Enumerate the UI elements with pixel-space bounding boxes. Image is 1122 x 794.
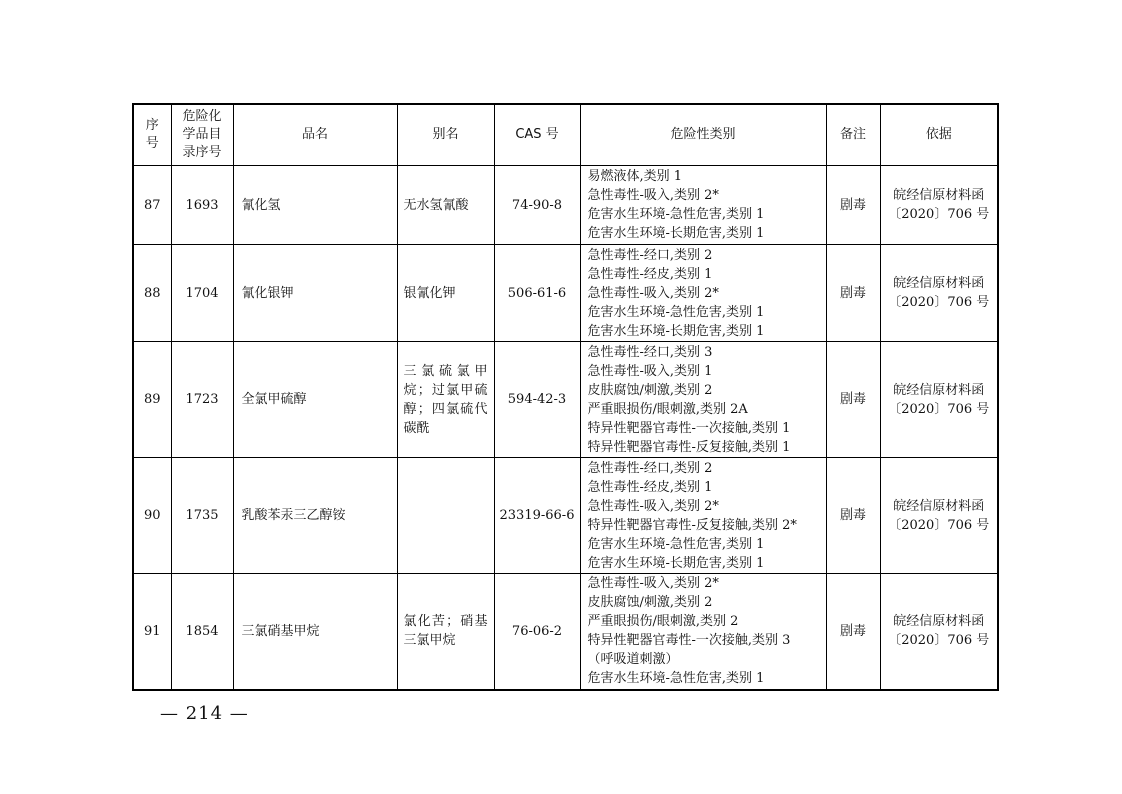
hazard-line: 严重眼损伤/眼刺激,类别 2A <box>587 401 748 417</box>
basis-line: 皖经信原材料函 <box>893 188 985 203</box>
cell-remark: 剧毒 <box>826 166 880 245</box>
cell-cas: 506-61-6 <box>494 245 580 342</box>
cell-alias: 三氯硫氯甲烷；过氯甲硫醇；四氯硫代碳酰 <box>397 342 494 458</box>
hazard-line: 危害水生环境-急性危害,类别 1 <box>587 304 765 320</box>
hazard-line: 危害水生环境-急性危害,类别 1 <box>587 536 765 552</box>
header-text: 危险化 <box>182 109 222 124</box>
header-text: 序 <box>145 118 159 133</box>
cell-hazard <box>580 574 826 690</box>
cell-cas: 23319-66-6 <box>494 458 580 574</box>
cell-hazard <box>580 342 826 458</box>
hazard-line: 急性毒性-经口,类别 2 <box>587 460 713 476</box>
hazard-line: 急性毒性-经皮,类别 1 <box>587 266 713 282</box>
cell-name: 氰化银钾 <box>233 245 397 342</box>
header-text: 备注 <box>839 127 866 142</box>
hazard-line: （呼吸道刺激） <box>587 652 679 668</box>
hazard-line: 特异性靶器官毒性-一次接触,类别 3 <box>587 633 791 649</box>
hazard-line: 急性毒性-经口,类别 2 <box>587 247 713 263</box>
page-number: — 214 — <box>160 703 249 724</box>
cell-remark: 剧毒 <box>826 458 880 574</box>
header-text: 依据 <box>925 127 952 142</box>
header-basis <box>880 104 998 166</box>
basis-line: 皖经信原材料函 <box>893 276 985 291</box>
cell-name: 三氯硝基甲烷 <box>233 574 397 690</box>
hazard-line: 急性毒性-吸入,类别 1 <box>587 363 713 379</box>
header-text: 号 <box>145 136 159 151</box>
basis-line: 〔2020〕706 号 <box>888 295 990 310</box>
header-alias <box>397 104 494 166</box>
cell-cas: 74-90-8 <box>494 166 580 245</box>
table-row <box>133 458 998 574</box>
cell-remark: 剧毒 <box>826 342 880 458</box>
hazard-line: 急性毒性-吸入,类别 2* <box>587 285 719 301</box>
cell-alias: 银氰化钾 <box>397 245 494 342</box>
hazard-line: 特异性靶器官毒性-反复接触,类别 1 <box>587 439 791 455</box>
basis-line: 皖经信原材料函 <box>893 498 985 514</box>
cell-name: 乳酸苯汞三乙醇铵 <box>233 458 397 574</box>
cell-basis <box>880 458 998 574</box>
hazard-line: 急性毒性-吸入,类别 2* <box>587 576 719 592</box>
hazardous-chemicals-table <box>132 103 999 691</box>
table-row <box>133 574 998 690</box>
basis-line: 〔2020〕706 号 <box>888 207 990 222</box>
hazard-line: 危害水生环境-长期危害,类别 1 <box>587 323 765 339</box>
cell-remark: 剧毒 <box>826 245 880 342</box>
cell-cas: 76-06-2 <box>494 574 580 690</box>
hazard-line: 危害水生环境-长期危害,类别 1 <box>587 555 765 571</box>
cell-alias: 氯化苦；硝基三氯甲烷 <box>397 574 494 690</box>
table-row <box>133 245 998 342</box>
table-row <box>133 166 998 245</box>
cell-catalog-no: 1723 <box>171 342 233 458</box>
basis-line: 皖经信原材料函 <box>893 614 985 630</box>
cell-cas: 594-42-3 <box>494 342 580 458</box>
hazard-line: 皮肤腐蚀/刺激,类别 2 <box>587 595 713 611</box>
hazard-line: 急性毒性-经皮,类别 1 <box>587 479 713 495</box>
cell-basis <box>880 342 998 458</box>
header-hazard <box>580 104 826 166</box>
cell-seq: 91 <box>133 574 171 690</box>
table-header-row <box>133 104 998 166</box>
cell-remark: 剧毒 <box>826 574 880 690</box>
cell-hazard <box>580 458 826 574</box>
header-remark <box>826 104 880 166</box>
hazard-line: 急性毒性-经口,类别 3 <box>587 344 713 360</box>
hazard-line: 严重眼损伤/眼刺激,类别 2 <box>587 614 739 630</box>
cell-catalog-no: 1735 <box>171 458 233 574</box>
header-text: 危险性类别 <box>670 127 736 142</box>
cell-catalog-no: 1854 <box>171 574 233 690</box>
hazard-line: 急性毒性-吸入,类别 2* <box>587 498 719 514</box>
cell-basis <box>880 245 998 342</box>
cell-hazard <box>580 166 826 245</box>
cell-seq: 90 <box>133 458 171 574</box>
hazard-line: 易燃液体,类别 1 <box>587 169 683 184</box>
header-text: 品名 <box>301 127 328 142</box>
cell-hazard <box>580 245 826 342</box>
cell-name: 全氯甲硫醇 <box>233 342 397 458</box>
cell-catalog-no: 1704 <box>171 245 233 342</box>
cell-basis <box>880 166 998 245</box>
header-text: CAS 号 <box>515 127 559 142</box>
header-seq <box>133 104 171 166</box>
basis-line: 〔2020〕706 号 <box>888 401 990 417</box>
header-name <box>233 104 397 166</box>
header-cas <box>494 104 580 166</box>
cell-basis <box>880 574 998 690</box>
hazard-line: 危害水生环境-急性危害,类别 1 <box>587 671 765 687</box>
cell-name: 氰化氢 <box>233 166 397 245</box>
basis-line: 〔2020〕706 号 <box>888 633 990 649</box>
basis-line: 〔2020〕706 号 <box>888 517 990 533</box>
header-text: 录序号 <box>182 145 222 160</box>
hazard-line: 皮肤腐蚀/刺激,类别 2 <box>587 382 713 398</box>
cell-seq: 88 <box>133 245 171 342</box>
table-row <box>133 342 998 458</box>
header-text: 别名 <box>432 127 459 142</box>
hazard-line: 特异性靶器官毒性-反复接触,类别 2* <box>587 517 797 533</box>
header-text: 学品目 <box>182 127 222 142</box>
hazard-line: 特异性靶器官毒性-一次接触,类别 1 <box>587 420 791 436</box>
cell-alias: 无水氢氰酸 <box>397 166 494 245</box>
hazard-line: 急性毒性-吸入,类别 2* <box>587 188 719 203</box>
hazard-line: 危害水生环境-急性危害,类别 1 <box>587 207 765 222</box>
cell-alias <box>397 458 494 574</box>
header-catalog-no <box>171 104 233 166</box>
cell-seq: 89 <box>133 342 171 458</box>
basis-line: 皖经信原材料函 <box>893 382 985 398</box>
cell-seq: 87 <box>133 166 171 245</box>
cell-catalog-no: 1693 <box>171 166 233 245</box>
hazard-line: 危害水生环境-长期危害,类别 1 <box>587 226 765 241</box>
